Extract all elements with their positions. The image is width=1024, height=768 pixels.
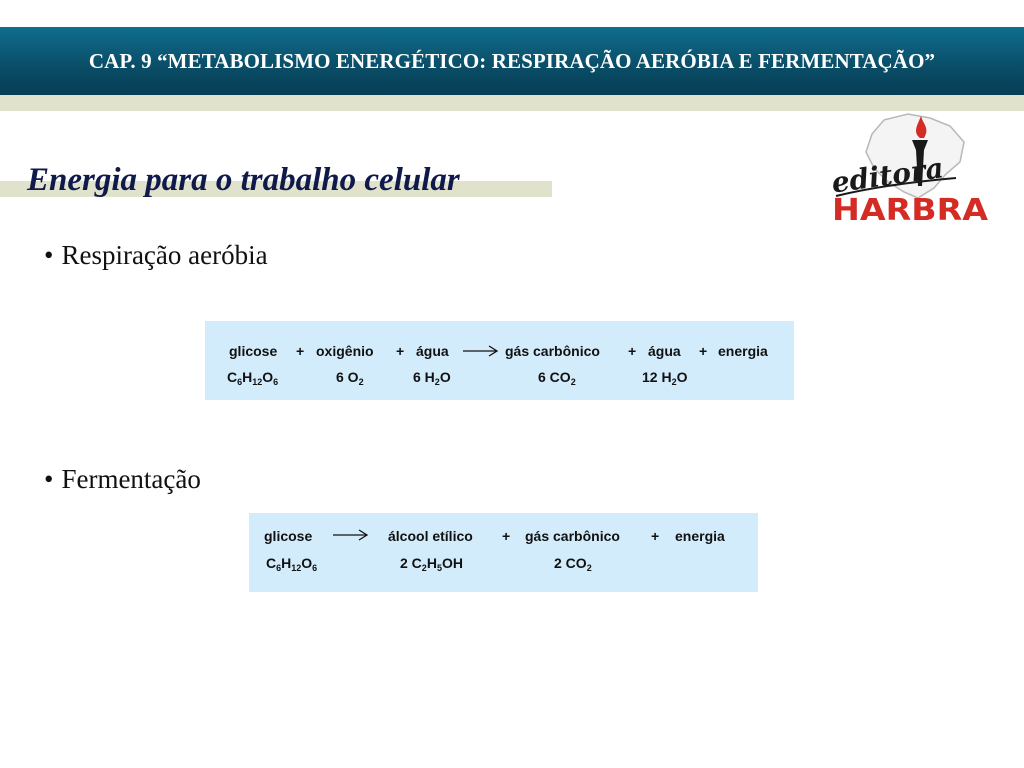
eq-word: energia <box>675 528 725 544</box>
bullet-respiracao <box>44 240 268 271</box>
eq-word: glicose <box>264 528 313 544</box>
formula-co2: 2 $CO_2$ <box>554 555 592 573</box>
eq-word: gás carbônico <box>505 343 600 359</box>
header-stripe <box>0 95 1024 111</box>
editora-harbra-logo <box>826 112 996 224</box>
fermentation-equation-box <box>249 513 758 592</box>
logo-script-text: editora <box>829 151 946 200</box>
eq-word: gás carbônico <box>525 528 620 544</box>
chapter-title: CAP. 9 “METABOLISMO ENERGÉTICO: RESPIRAÇÃO AERÓBIA E FERMENTAÇÃO” <box>88 48 936 73</box>
formula-co2: 6 $CO_2$ <box>538 369 576 387</box>
eq-plus: + <box>699 343 708 359</box>
eq-word: álcool etílico <box>388 528 473 544</box>
eq-word: água <box>416 343 449 359</box>
reaction-arrow-icon <box>333 529 369 541</box>
eq-plus: + <box>628 343 637 359</box>
eq-plus: + <box>396 343 405 359</box>
reaction-arrow-icon <box>463 345 499 357</box>
formula-ethanol: 2 $C_2H_5OH$ <box>400 555 463 573</box>
formula-glucose: $C_6H_{12}O_6$ <box>227 369 279 387</box>
formula-glucose: $C_6H_{12}O_6$ <box>266 555 318 573</box>
formula-water-product: 12 $H_2O$ <box>642 369 688 387</box>
eq-plus: + <box>296 343 305 359</box>
logo-brand-text: HARBRA <box>832 193 989 224</box>
harbra-logo-graphic <box>826 112 996 224</box>
bullet-fermentacao <box>44 464 201 495</box>
eq-word: energia <box>718 343 768 359</box>
formula-oxygen: 6 $O_2$ <box>336 369 364 387</box>
bullet-text: Fermentação <box>61 464 201 494</box>
eq-plus: + <box>651 528 660 544</box>
bullet-marker: • <box>44 464 54 494</box>
aerobic-equation-box <box>205 321 794 400</box>
eq-word: água <box>648 343 681 359</box>
bullet-text: Respiração aeróbia <box>61 240 268 270</box>
slide-title: Energia para o trabalho celular <box>27 162 460 198</box>
eq-word: oxigênio <box>316 343 374 359</box>
eq-plus: + <box>502 528 511 544</box>
eq-word: glicose <box>229 343 278 359</box>
formula-water-reactant: 6 $H_2O$ <box>413 369 451 387</box>
bullet-marker: • <box>44 240 54 270</box>
